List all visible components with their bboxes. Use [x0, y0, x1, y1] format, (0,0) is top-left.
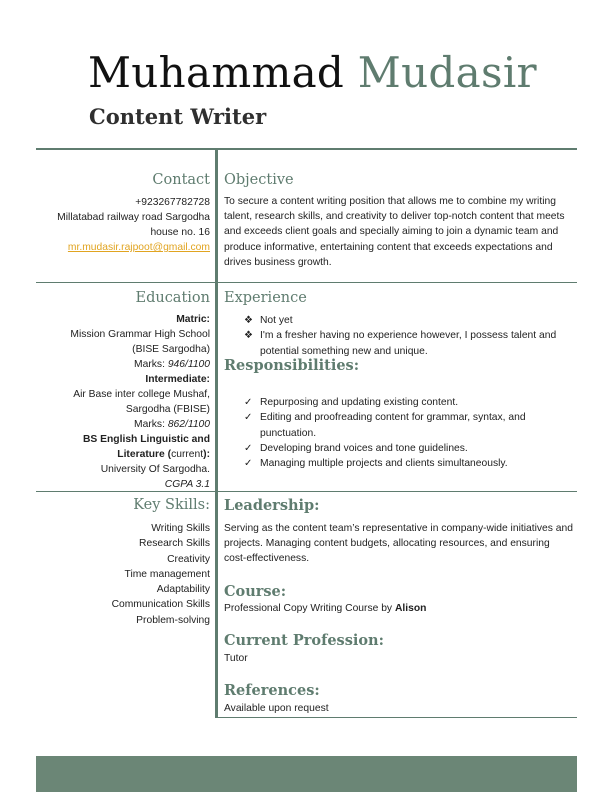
footer-band [36, 756, 577, 792]
list-item: ✓ Repurposing and updating existing content. [224, 395, 574, 410]
list-item: ✓ Developing brand voices and tone guidelines. [224, 441, 574, 456]
section-divider-1 [36, 282, 577, 283]
cgpa: CGPA 3.1 [164, 479, 210, 490]
profession-text: Tutor [224, 653, 248, 664]
list-item: ❖ I'm a fresher having no experience however, I possess talent and potential something new and unique. [244, 330, 557, 357]
list-item: ✓ Managing multiple projects and clients simultaneously. [224, 456, 574, 471]
matric-label: Matric: [176, 314, 210, 325]
skill-item: Adaptability [156, 584, 210, 596]
first-name: Muhammad [88, 48, 345, 97]
candidate-name [88, 48, 537, 98]
inter-marks [70, 417, 210, 432]
skill-item: Research Skills [139, 538, 210, 550]
inter-label: Intermediate: [145, 374, 210, 385]
contact-address-line1: Millatabad railway road Sargodha [57, 212, 210, 223]
skill-item: Time management [124, 568, 210, 580]
bs-current: current [171, 449, 204, 460]
header-divider [36, 148, 577, 150]
bs-label-line1: BS English Linguistic and [82, 434, 210, 445]
matric-marks [70, 357, 210, 372]
education-block [70, 312, 210, 492]
course-provider: Alison [394, 603, 427, 614]
matric-board: (BISE Sargodha) [132, 344, 210, 355]
check-icon: ✓ [244, 458, 253, 470]
job-title: Content Writer [89, 104, 267, 129]
course-text: Professional Copy Writing Course by Alison [224, 603, 427, 614]
skill-item: Writing Skills [151, 523, 210, 534]
diamond-bullet-icon: ❖ [244, 315, 253, 326]
skills-heading: Key Skills: [133, 497, 210, 513]
experience-list [224, 313, 574, 359]
responsibilities-heading: Responsibilities: [224, 357, 360, 374]
skill-item: Communication Skills [111, 599, 210, 611]
last-name: Mudasir [357, 48, 537, 97]
objective-text: To secure a content writing position that allows me to combine my writing talent, research skills, and creativity to deliver top-notch content that meets and exceeds client goals and specially aiming to join a dynamic team and produce informative, entertaining content that exceeds expectations and drives business growth. [224, 196, 565, 268]
contact-phone: +923267782728 [135, 197, 210, 208]
bs-label-line2b: ): [203, 449, 210, 460]
bs-university: University Of Sargodha. [100, 464, 210, 475]
profession-heading: Current Profession: [224, 632, 384, 649]
contact-address-line2: house no. 16 [150, 227, 210, 238]
matric-marks-value: 946/1100 [167, 359, 210, 370]
section-divider-3 [218, 717, 577, 718]
inter-marks-label: Marks: [134, 419, 168, 430]
references-text: Available upon request [224, 703, 329, 714]
course-heading: Course: [224, 583, 287, 600]
experience-heading: Experience [224, 290, 307, 306]
contact-heading: Contact [152, 172, 210, 188]
bs-label-line2a: Literature ( [117, 449, 172, 460]
skills-list [112, 521, 210, 628]
inter-school-line2: Sargodha (FBISE) [125, 404, 210, 415]
objective-heading: Objective [224, 172, 294, 188]
matric-marks-label: Marks: [134, 359, 168, 370]
list-item: ❖ Not yet [224, 313, 574, 328]
skill-item: Creativity [167, 553, 210, 565]
education-heading: Education [135, 290, 210, 306]
inter-school-line1: Air Base inter college Mushaf, [73, 389, 210, 400]
check-icon: ✓ [244, 442, 253, 454]
leadership-text: Serving as the content team’s representative in company-wide initiatives and projects. Managing content budgets, allocating resources, and ensuring cost-effectiveness. [224, 523, 573, 565]
diamond-bullet-icon: ❖ [244, 330, 253, 342]
inter-marks-value: 862/1100 [167, 419, 210, 430]
matric-school: Mission Grammar High School [70, 329, 210, 340]
check-icon: ✓ [244, 397, 253, 408]
check-icon: ✓ [244, 412, 253, 424]
references-heading: References: [224, 682, 320, 699]
list-item: ✓ Editing and proofreading content for grammar, syntax, and punctuation. [244, 412, 526, 439]
contact-block [57, 195, 210, 255]
leadership-heading: Leadership: [224, 497, 320, 514]
skill-item: Problem-solving [136, 614, 210, 626]
contact-email-link[interactable]: mr.mudasir.rajpoot@gmail.com [67, 242, 210, 253]
column-divider [215, 148, 218, 718]
responsibilities-list [224, 395, 574, 471]
